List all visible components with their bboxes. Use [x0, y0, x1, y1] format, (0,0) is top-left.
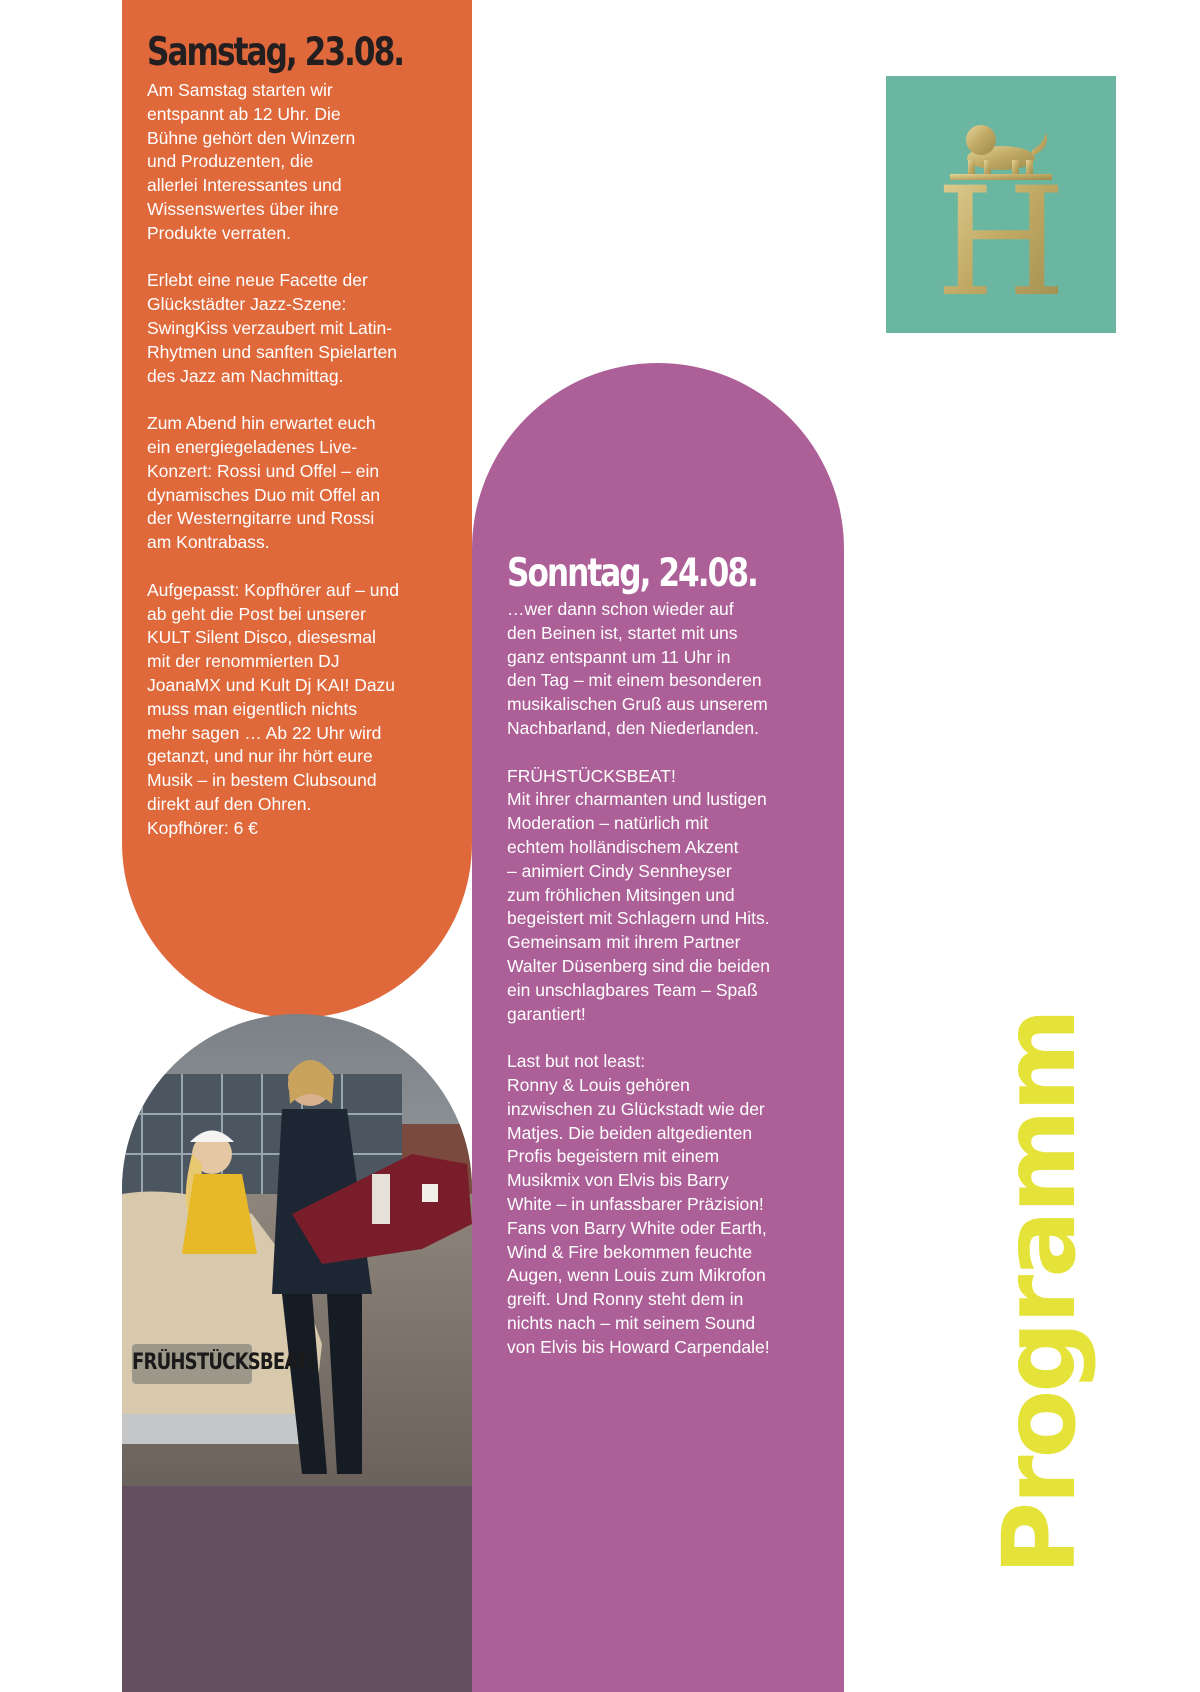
saturday-paragraph: Erlebt eine neue Facette der Glückstädter Jazz-Szene: SwingKiss verzaubert mit Latin- Rhytmen und sanften Spielarten des Jazz am Nachmittag. [147, 270, 398, 386]
photo-illustration [122, 1014, 472, 1486]
saturday-paragraph: Am Samstag starten wir entspannt ab 12 Uhr. Die Bühne gehört den Winzern und Produzenten, die allerlei Interessantes und Wissenswertes über ihre Produkte verraten. [147, 80, 356, 243]
photo-caption: FRÜHSTÜCKSBEAT! [132, 1350, 315, 1375]
hotel-logo [886, 76, 1116, 333]
saturday-text [147, 79, 462, 841]
sunday-paragraph: FRÜHSTÜCKSBEAT! Mit ihrer charmanten und lustigen Moderation – natürlich mit echtem holländischem Akzent – animiert Cindy Sennheyser zum fröhlichen Mitsingen und begeistert mit Schlagern und Hits. Gemeinsam mit ihrem Partner Walter Düsenberg sind die beiden ein unschlagbares Team – Spaß garantiert! [507, 765, 770, 1024]
logo-letter: H [935, 156, 1067, 330]
sunday-title: Sonntag, 24.08. [507, 551, 757, 596]
sunday-paragraph: …wer dann schon wieder auf den Beinen ist, startet mit uns ganz entspannt um 11 Uhr in den Tag – mit einem besonderen musikalischen Gruß aus unserem Nachbarland, den Niederlanden. [507, 599, 768, 738]
saturday-title: Samstag, 23.08. [147, 30, 404, 75]
saturday-paragraph: Zum Abend hin erwartet euch ein energiegeladenes Live- Konzert: Rossi und Offel – ein dynamisches Duo mit Offel an der Westerngitarre und Rossi am Kontrabass. [147, 413, 381, 553]
fruehstuecksbeat-photo [122, 1014, 472, 1486]
programm-title: Programm [981, 1010, 1098, 1575]
footer-block [122, 1486, 472, 1692]
saturday-paragraph: Aufgepasst: Kopfhörer auf – und ab geht die Post bei unserer KULT Silent Disco, diesesmal mit der renommierten DJ JoanaMX und Kult Dj KAI! Dazu muss man eigentlich nichts mehr sagen … Ab 22 Uhr wird getanzt, und nur ihr hört eure Musik – in bestem Clubsound direkt auf den Ohren. Kopfhörer: 6 € [147, 579, 399, 838]
sunday-text [507, 598, 837, 1360]
sunday-paragraph: Last but not least: Ronny & Louis gehören inzwischen zu Glückstadt wie der Matjes. Die beiden altgedienten Profis begeistern mit einem Musikmix von Elvis bis Barry White – in unfassbarer Präzision! Fans von Barry White oder Earth, Wind & Fire bekommen feuchte Augen, wenn Louis zum Mikrofon greift. Und Ronny steht dem in nichts nach – mit seinem Sound von Elvis bis Howard Carpendale! [507, 1051, 770, 1357]
